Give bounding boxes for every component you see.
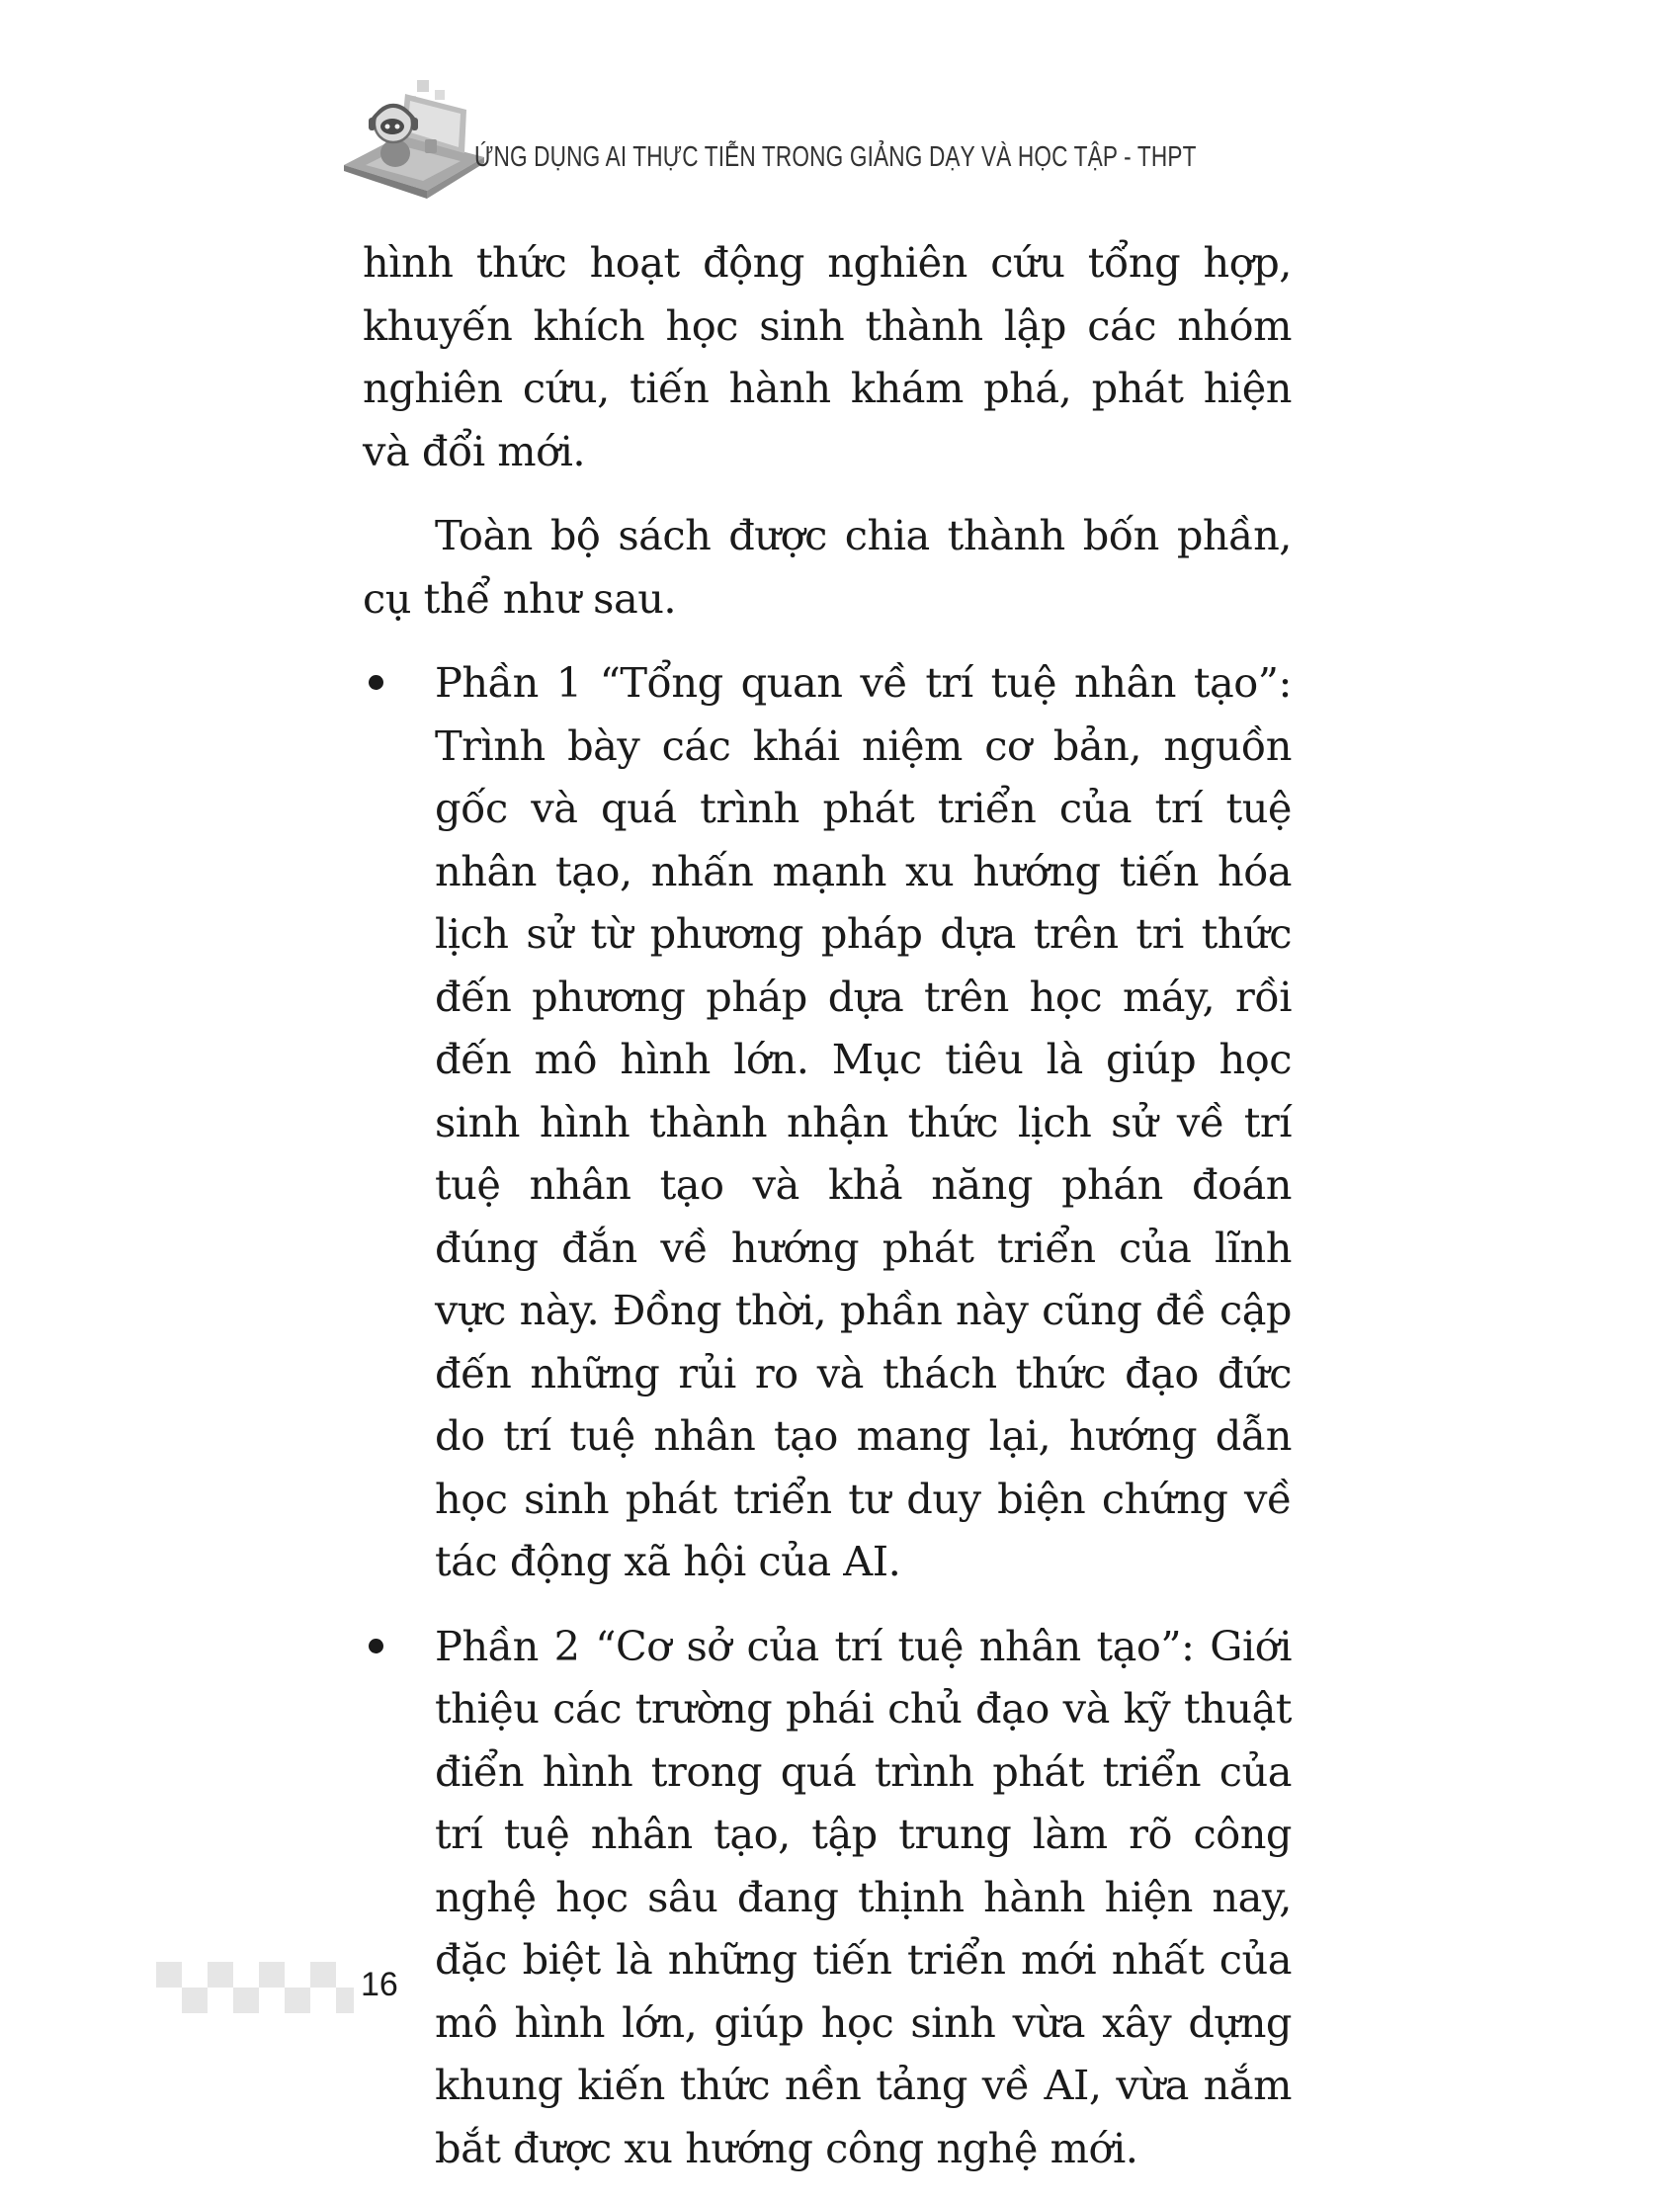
list-item — [363, 651, 1292, 1593]
list-item-text: Phần 2 “Cơ sở của trí tuệ nhân tạo”: Giới thiệu các trường phái chủ đạo và kỹ thuật điển hình trong quá trình phát triển của trí tuệ nhân tạo, tập trung làm rõ công nghệ học sâu đang thịnh hành hiện nay, đặc biệt là những tiến triển mới nhất của mô hình lớn, giúp học sinh vừa xây dựng khung kiến thức nền tảng về AI, vừa nắm bắt được xu hướng công nghệ mới. — [435, 1621, 1292, 2172]
header-title: ỨNG DỤNG AI THỰC TIỄN TRONG GIẢNG DẠY VÀ HỌC TẬP - THPT — [474, 141, 1197, 173]
checker-pattern — [156, 1962, 354, 2013]
bullet-icon — [369, 1639, 383, 1653]
paragraph-continuation: hình thức hoạt động nghiên cứu tổng hợp, khuyến khích học sinh thành lập các nhóm nghiên cứu, tiến hành khám phá, phát hiện và đổi mới. — [363, 238, 1292, 475]
page-number: 16 — [361, 1966, 398, 2003]
paragraph-intro: Toàn bộ sách được chia thành bốn phần, cụ thể như sau. — [363, 511, 1292, 623]
robot-laptop-icon — [336, 74, 494, 203]
list-item-text: Phần 1 “Tổng quan về trí tuệ nhân tạo”: Trình bày các khái niệm cơ bản, nguồn gốc và quá trình phát triển của trí tuệ nhân tạo, nhấn mạnh xu hướng tiến hóa lịch sử từ phương pháp dựa trên tri thức đến phương pháp dựa trên học máy, rồi đến mô hình lớn. Mục tiêu là giúp học sinh hình thành nhận thức lịch sử về trí tuệ nhân tạo và khả năng phán đoán đúng đắn về hướng phát triển của lĩnh vực này. Đồng thời, phần này cũng đề cập đến những rủi ro và thách thức đạo đức do trí tuệ nhân tạo mang lại, hướng dẫn học sinh phát triển tư duy biện chứng về tác động xã hội của AI. — [435, 658, 1292, 1585]
list-item — [363, 1615, 1292, 2180]
section-list — [363, 651, 1292, 2179]
running-header — [336, 74, 1197, 203]
page-body — [363, 231, 1292, 2201]
bullet-icon — [369, 675, 383, 690]
